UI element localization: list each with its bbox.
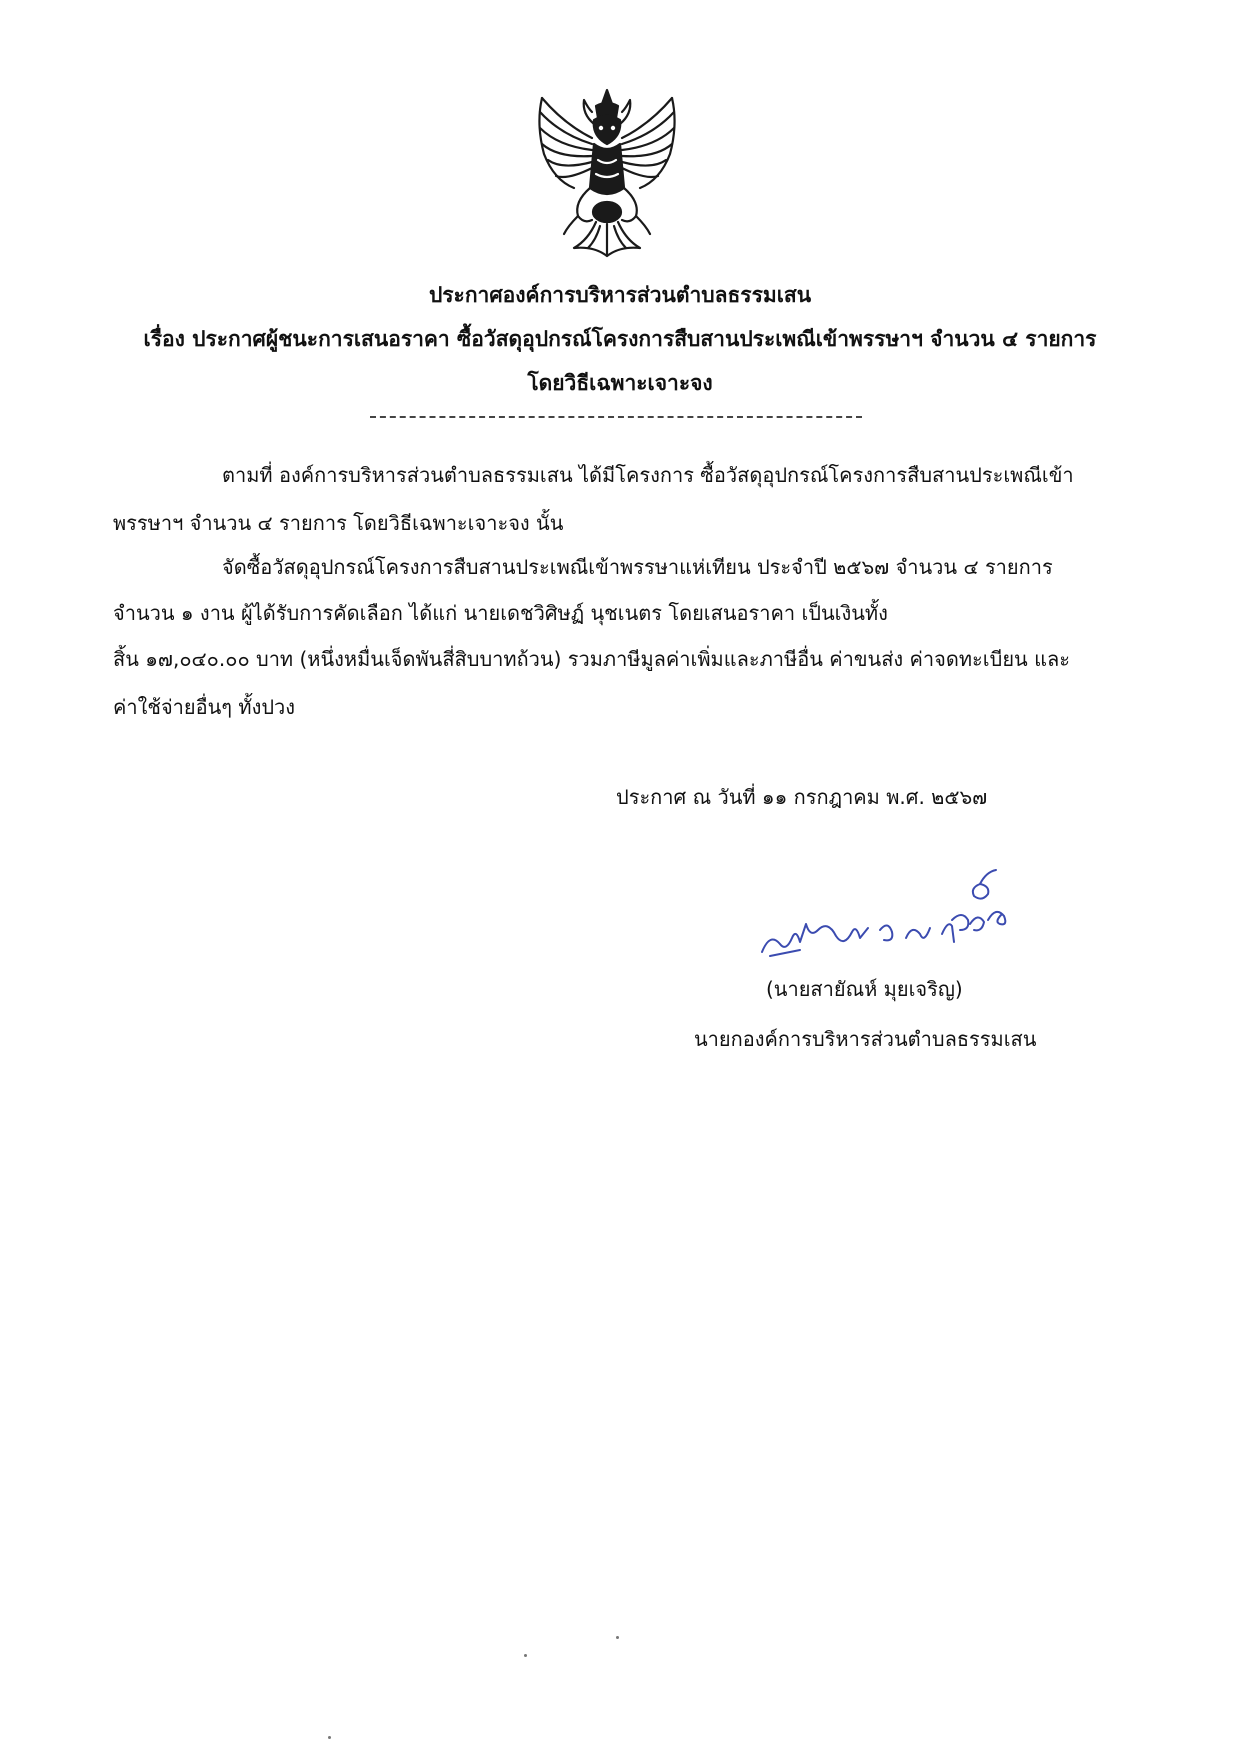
handwritten-signature: [756, 858, 1028, 962]
body-line-1: ตามที่ องค์การบริหารส่วนตำบลธรรมเสน ได้มีโครงการ ซื้อวัสดุอุปกรณ์โครงการสืบสานประเพณีเข้า: [222, 463, 1074, 487]
garuda-emblem-icon: [534, 84, 680, 260]
scan-speck: [524, 1654, 527, 1657]
document-agency-title: ประกาศองค์การบริหารส่วนตำบลธรรมเสน: [428, 283, 812, 307]
body-line-2: พรรษาฯ จำนวน ๔ รายการ โดยวิธีเฉพาะเจาะจง นั้น: [113, 511, 564, 535]
body-line-6: ค่าใช้จ่ายอื่นๆ ทั้งปวง: [113, 695, 296, 719]
body-line-3: จัดซื้อวัสดุอุปกรณ์โครงการสืบสานประเพณีเข้าพรรษาแห่เทียน ประจำปี ๒๕๖๗ จำนวน ๔ รายการ: [222, 555, 1053, 579]
scan-speck: [616, 1636, 619, 1639]
body-line-4: จำนวน ๑ งาน ผู้ได้รับการคัดเลือก ได้แก่ นายเดชวิศิษฏ์ นุชเนตร โดยเสนอราคา เป็นเงินทั้ง: [113, 601, 888, 625]
signatory-position: นายกองค์การบริหารส่วนตำบลธรรมเสน: [694, 1027, 1037, 1051]
header-divider: [370, 416, 862, 418]
document-procurement-method: โดยวิธีเฉพาะเจาะจง: [527, 371, 713, 395]
document-subject: เรื่อง ประกาศผู้ชนะการเสนอราคา ซื้อวัสดุอุปกรณ์โครงการสืบสานประเพณีเข้าพรรษาฯ จำนวน ๔ รายการ: [143, 327, 1097, 351]
announcement-date: ประกาศ ณ วันที่ ๑๑ กรกฎาคม พ.ศ. ๒๕๖๗: [616, 785, 988, 809]
scan-speck: [328, 1736, 331, 1739]
signatory-name: (นายสายัณห์ มุยเจริญ): [766, 977, 963, 1001]
body-line-5: สิ้น ๑๗,๐๔๐.๐๐ บาท (หนึ่งหมื่นเจ็ดพันสี่สิบบาทถ้วน) รวมภาษีมูลค่าเพิ่มและภาษีอื่น ค่าขนส่ง ค่าจดทะเบียน และ: [113, 647, 1070, 671]
